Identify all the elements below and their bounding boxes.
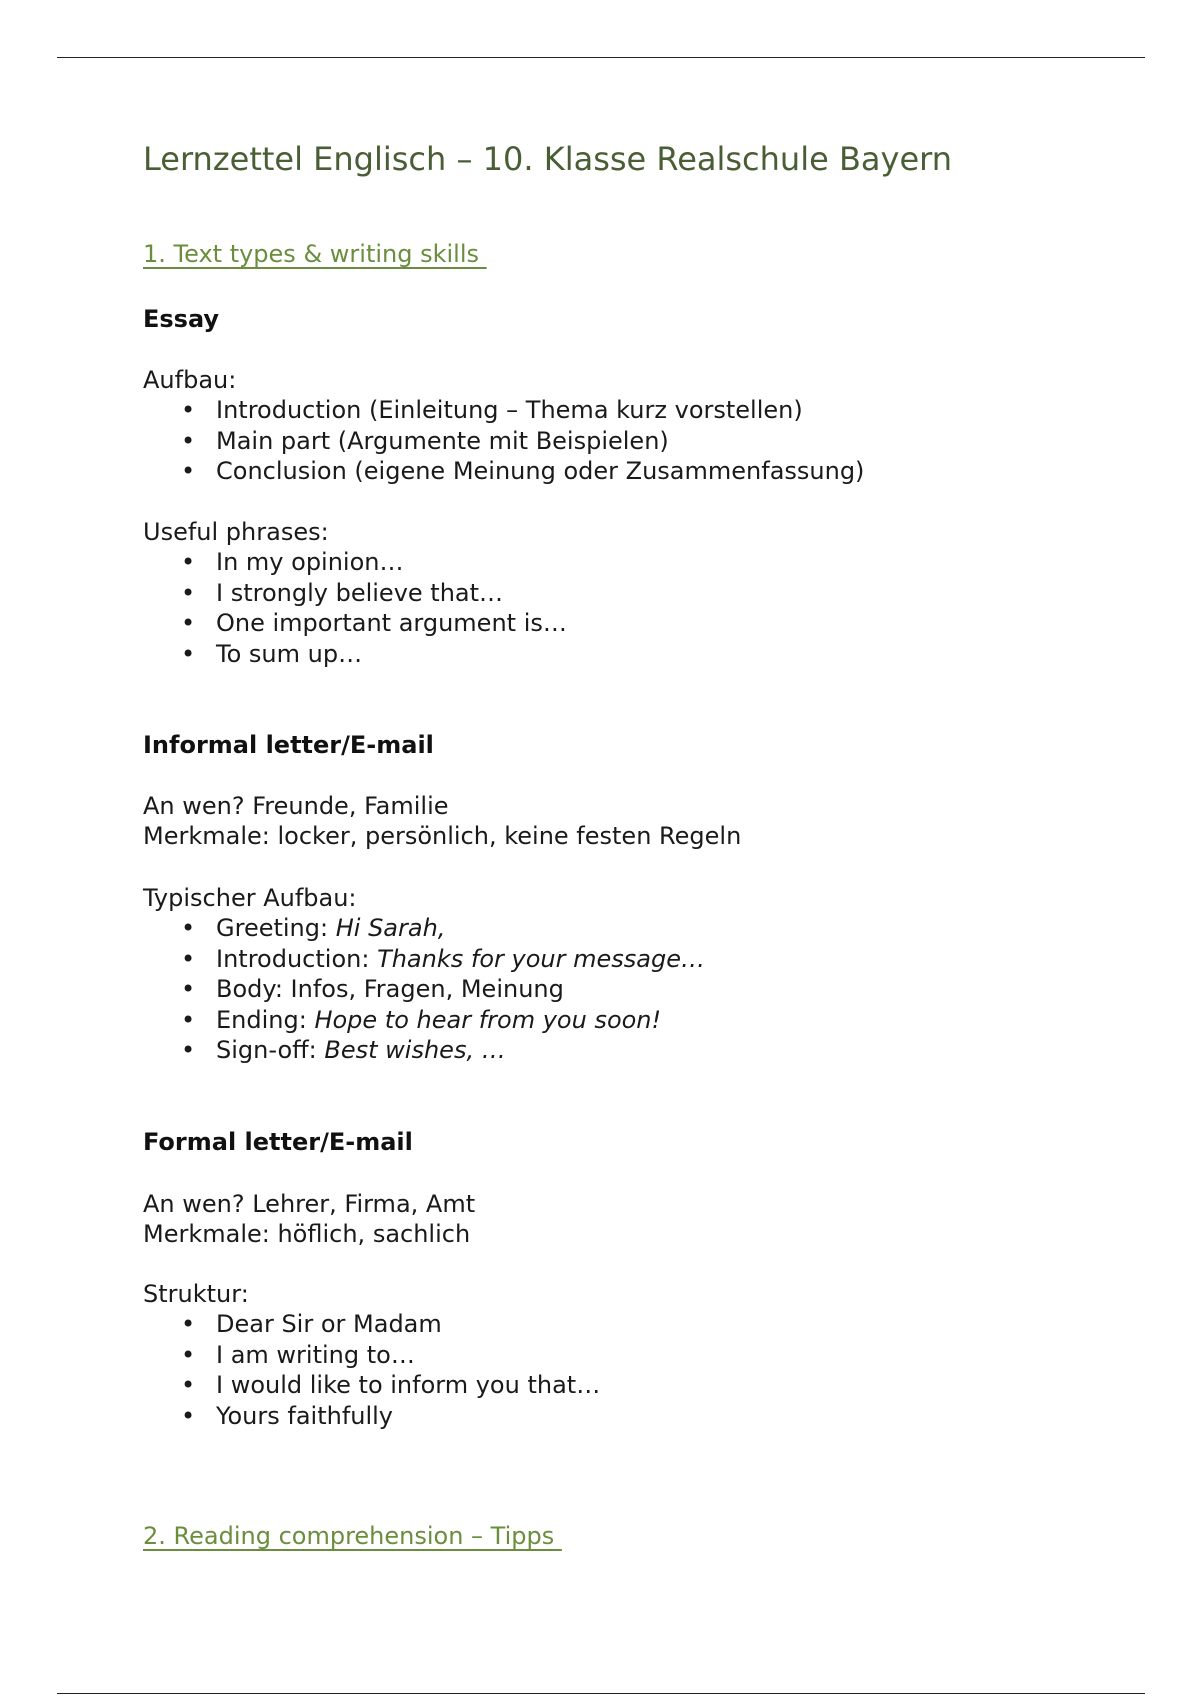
bottom-rule	[57, 1693, 1145, 1694]
list-item: • Yours faithfully	[181, 1401, 394, 1430]
bullet-icon: •	[181, 1036, 196, 1064]
page-title: Lernzettel Englisch – 10. Klasse Realschule Bayern	[143, 140, 953, 178]
list-item: • Ending: Hope to hear from you soon!	[181, 1005, 662, 1034]
bullet-icon: •	[181, 1371, 196, 1399]
list-item: • I would like to inform you that…	[181, 1371, 601, 1399]
formal-structure-label: Struktur:	[143, 1280, 249, 1308]
bullet-icon: •	[181, 457, 196, 485]
essay-phrases-label: Useful phrases:	[143, 518, 329, 546]
bullet-icon: •	[181, 396, 196, 424]
bullet-icon: •	[181, 639, 196, 668]
bullet-icon: •	[181, 578, 196, 607]
section-link-text-types[interactable]: 1. Text types & writing skills	[143, 240, 487, 268]
informal-features: Merkmale: locker, persönlich, keine festen Regeln	[143, 822, 742, 850]
formal-features: Merkmale: höflich, sachlich	[143, 1220, 471, 1248]
list-item: • Main part (Argumente mit Beispielen)	[181, 426, 669, 455]
list-item: • To sum up…	[181, 639, 363, 668]
bullet-icon: •	[181, 548, 196, 576]
heading-informal-letter: Informal letter/E-mail	[143, 731, 434, 759]
list-item: • Introduction (Einleitung – Thema kurz vorstellen)	[181, 396, 803, 424]
informal-structure-list	[143, 913, 705, 1066]
list-item: • Body: Infos, Fragen, Meinung	[181, 975, 564, 1003]
informal-recipient: An wen? Freunde, Familie	[143, 792, 449, 820]
bullet-icon: •	[181, 609, 196, 637]
list-item: • One important argument is…	[181, 609, 567, 637]
heading-essay: Essay	[143, 305, 220, 333]
list-item: • Dear Sir or Madam	[181, 1310, 442, 1338]
bullet-icon: •	[181, 944, 196, 973]
list-item: • Sign-off: Best wishes, …	[181, 1036, 506, 1064]
bullet-icon: •	[181, 426, 196, 455]
list-item: • In my opinion…	[181, 548, 404, 576]
list-item: • Introduction: Thanks for your message…	[181, 944, 705, 973]
essay-aufbau-label: Aufbau:	[143, 366, 237, 394]
formal-structure-list	[143, 1309, 600, 1431]
bullet-icon: •	[181, 1340, 196, 1369]
formal-recipient: An wen? Lehrer, Firma, Amt	[143, 1190, 476, 1218]
bullet-icon: •	[181, 1401, 196, 1430]
essay-aufbau-list	[143, 395, 864, 487]
bullet-icon: •	[181, 914, 196, 942]
list-item: • I strongly believe that…	[181, 578, 504, 607]
heading-formal-letter: Formal letter/E-mail	[143, 1128, 413, 1156]
top-rule	[57, 57, 1145, 58]
list-item: • I am writing to…	[181, 1340, 415, 1369]
essay-phrases-list	[143, 547, 567, 669]
bullet-icon: •	[181, 1310, 196, 1338]
list-item: • Conclusion (eigene Meinung oder Zusammenfassung)	[181, 457, 865, 485]
section-link-reading-comprehension[interactable]: 2. Reading comprehension – Tipps	[143, 1522, 562, 1550]
bullet-icon: •	[181, 975, 196, 1003]
informal-structure-label: Typischer Aufbau:	[143, 884, 357, 912]
list-item: • Greeting: Hi Sarah,	[181, 914, 446, 942]
bullet-icon: •	[181, 1005, 196, 1034]
